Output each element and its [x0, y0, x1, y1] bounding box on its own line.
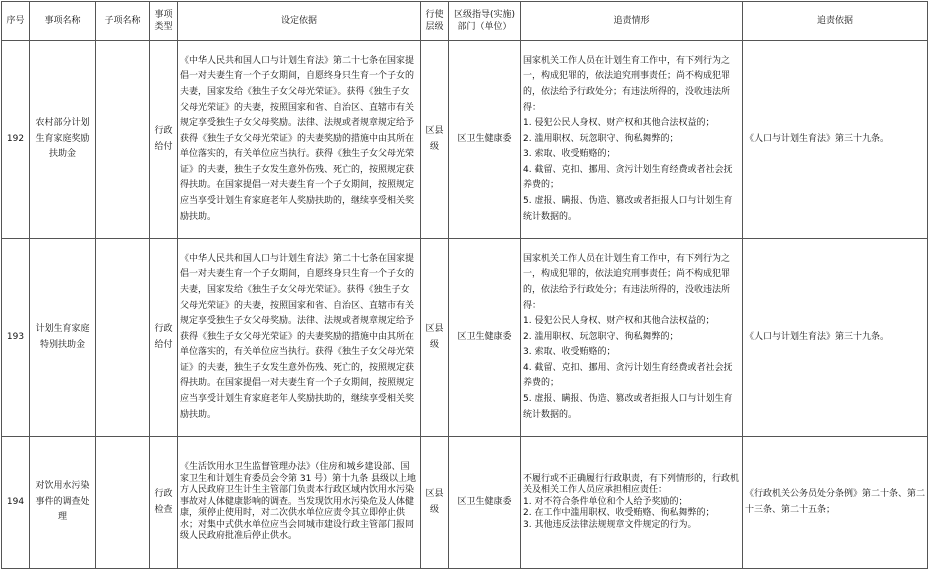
cell-dept: 区卫生健康委: [449, 437, 521, 569]
cell-seq: 193: [2, 239, 30, 437]
cell-basis: 《中华人民共和国人口与计划生育法》第二十七条在国家提倡一对夫妻生育一个子女期间，自愿终身只生育一个子女的夫妻，国家发给《独生子女父母光荣证》。获得《独生子女父母光荣证》的夫妻，按照国家和省、自治区、直辖市有关规定享受独生子女父母奖励。法律、法规或者规章规定给予获得《独生子女父母光荣证》的夫妻奖励的措施中由其所在单位落实的，有关单位应当执行。获得《独生子女父母光荣证》的夫妻，独生子女发生意外伤残、死亡的，按照规定获得扶助。在国家提倡一对夫妻生育一个子女期间，按照规定应当享受计划生育家庭老年人奖励扶助的，继续享受相关奖励扶助。: [178, 239, 421, 437]
header-sub-item-name: 子项名称: [96, 2, 150, 41]
cell-item-name: 农村部分计划生育家庭奖励扶助金: [30, 41, 96, 239]
table-row: [2, 437, 928, 569]
table-row: [2, 41, 928, 239]
cell-level: 区县级: [421, 41, 449, 239]
cell-item-type: 行政给付: [150, 239, 178, 437]
cell-item-name: 计划生育家庭特别扶助金: [30, 239, 96, 437]
cell-item-type: 行政检查: [150, 437, 178, 569]
header-accountability-situation: 追责情形: [521, 2, 743, 41]
cell-accountability-basis: 《人口与计划生育法》第三十九条。: [743, 239, 928, 437]
cell-accountability-situation: 不履行或不正确履行行政职责，有下列情形的，行政机关及相关工作人员应承担相应责任： 1. 对不符合条件单位和个人给予奖励的； 2. 在工作中滥用职权、收受贿赂、徇私舞弊的； 3. 其他违反法律法规规章文件规定的行为。: [521, 437, 743, 569]
cell-accountability-situation: 国家机关工作人员在计划生育工作中，有下列行为之一，构成犯罪的，依法追究刑事责任；尚不构成犯罪的，依法给予行政处分；有违法所得的，没收违法所得： 1. 侵犯公民人身权、财产权和其他合法权益的； 2. 滥用职权、玩忽职守、徇私舞弊的； 3. 索取、收受贿赂的； 4. 截留、克扣、挪用、贪污计划生育经费或者社会抚养费的； 5. 虚报、瞒报、伪造、篡改或者拒报人口与计划生育统计数据的。: [521, 41, 743, 239]
header-item-name: 事项名称: [30, 2, 96, 41]
cell-accountability-basis: 《人口与计划生育法》第三十九条。: [743, 41, 928, 239]
cell-item-type: 行政给付: [150, 41, 178, 239]
header-accountability-basis: 追责依据: [743, 2, 928, 41]
header-level: 行使层级: [421, 2, 449, 41]
cell-seq: 192: [2, 41, 30, 239]
header-basis: 设定依据: [178, 2, 421, 41]
cell-accountability-situation: 国家机关工作人员在计划生育工作中，有下列行为之一，构成犯罪的，依法追究刑事责任；尚不构成犯罪的，依法给予行政处分；有违法所得的，没收违法所得： 1. 侵犯公民人身权、财产权和其他合法权益的； 2. 滥用职权、玩忽职守、徇私舞弊的； 3. 索取、收受贿赂的； 4. 截留、克扣、挪用、贪污计划生育经费或者社会抚养费的； 5. 虚报、瞒报、伪造、篡改或者拒报人口与计划生育统计数据的。: [521, 239, 743, 437]
header-row: [2, 2, 928, 41]
header-seq: 序号: [2, 2, 30, 41]
cell-level: 区县级: [421, 239, 449, 437]
accountability-table: [1, 1, 928, 569]
cell-sub-item-name: [96, 41, 150, 239]
header-item-type: 事项类型: [150, 2, 178, 41]
cell-basis: 《生活饮用水卫生监督管理办法》（住房和城乡建设部、国家卫生和计划生育委员会令第 31 号）第十九条 县级以上地方人民政府卫生计生主管部门负责本行政区域内饮用水污染事故对人体健康影响的调查。当发现饮用水污染危及人体健康，须停止使用时，对二次供水单位应责令其立即停止供水；对集中式供水单位应当会同城市建设行政主管部门报同级人民政府批准后停止供水。: [178, 437, 421, 569]
cell-dept: 区卫生健康委: [449, 41, 521, 239]
cell-level: 区县级: [421, 437, 449, 569]
header-dept: 区级指导(实施)部门（单位）: [449, 2, 521, 41]
cell-sub-item-name: [96, 437, 150, 569]
cell-dept: 区卫生健康委: [449, 239, 521, 437]
cell-accountability-basis: 《行政机关公务员处分条例》第二十条、第二十三条、第二十五条；: [743, 437, 928, 569]
cell-seq: 194: [2, 437, 30, 569]
table-row: [2, 239, 928, 437]
cell-item-name: 对饮用水污染事件的调查处理: [30, 437, 96, 569]
cell-basis: 《中华人民共和国人口与计划生育法》第二十七条在国家提倡一对夫妻生育一个子女期间，自愿终身只生育一个子女的夫妻，国家发给《独生子女父母光荣证》。获得《独生子女父母光荣证》的夫妻，按照国家和省、自治区、直辖市有关规定享受独生子女父母奖励。法律、法规或者规章规定给予获得《独生子女父母光荣证》的夫妻奖励的措施中由其所在单位落实的，有关单位应当执行。获得《独生子女父母光荣证》的夫妻，独生子女发生意外伤残、死亡的，按照规定获得扶助。在国家提倡一对夫妻生育一个子女期间，按照规定应当享受计划生育家庭老年人奖励扶助的，继续享受相关奖励扶助。: [178, 41, 421, 239]
cell-sub-item-name: [96, 239, 150, 437]
